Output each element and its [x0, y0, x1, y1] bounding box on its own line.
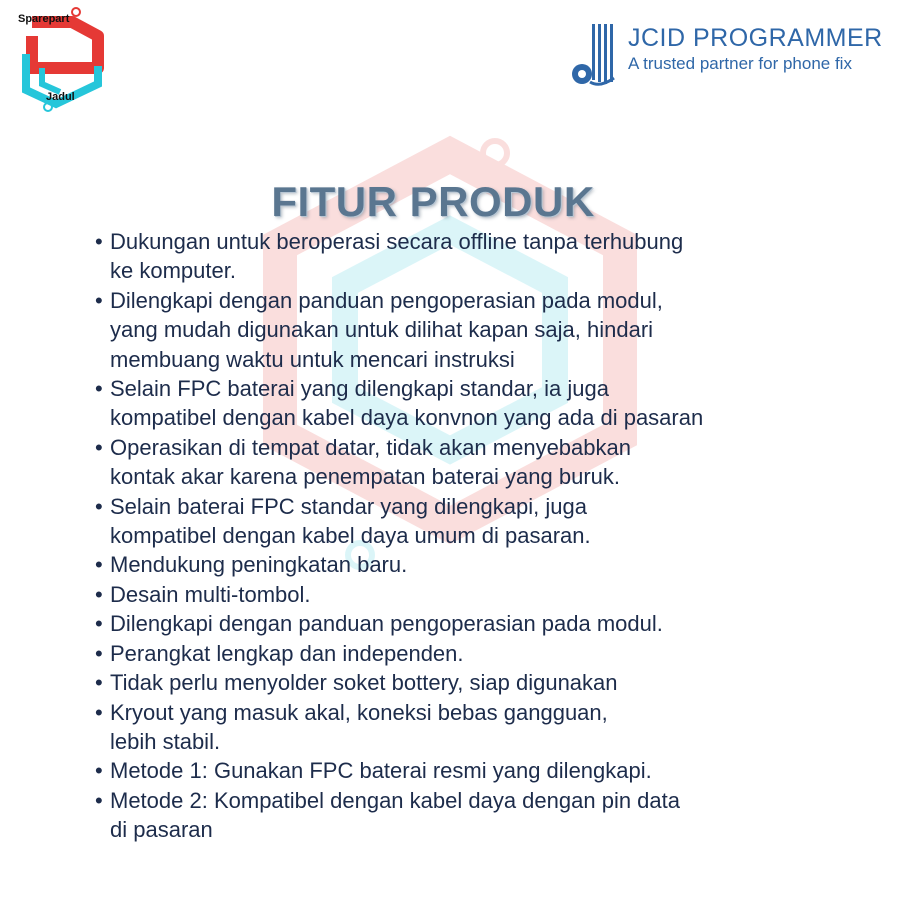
feature-line: • Selain baterai FPC standar yang dilengkapi, juga	[110, 493, 587, 519]
feature-line: • Kryout yang masuk akal, koneksi bebas gangguan,	[110, 699, 608, 725]
feature-line: • Metode 2: Kompatibel dengan kabel daya dengan pin data	[110, 787, 680, 813]
feature-line: • Operasikan di tempat datar, tidak akan menyebabkan	[110, 434, 631, 460]
feature-item	[95, 227, 885, 286]
feature-item	[95, 550, 885, 579]
feature-line: di pasaran	[110, 817, 213, 843]
feature-line: • Dilengkapi dengan panduan pengoperasian pada modul,	[110, 287, 663, 313]
logo-text-top: Sparepart	[18, 13, 70, 25]
feature-item	[95, 580, 885, 609]
page-title: FITUR PRODUK	[271, 178, 595, 225]
sparepart-jadul-logo	[12, 6, 112, 112]
jcid-logo-icon	[570, 22, 620, 88]
feature-line: • Tidak perlu menyolder soket bottery, siap digunakan	[110, 670, 618, 696]
feature-item	[95, 668, 885, 697]
feature-item	[95, 492, 885, 551]
feature-item	[95, 639, 885, 668]
feature-line: • Perangkat lengkap dan independen.	[110, 640, 464, 666]
feature-line: • Metode 1: Gunakan FPC baterai resmi yang dilengkapi.	[110, 758, 652, 784]
feature-line: • Dukungan untuk beroperasi secara offline tanpa terhubung	[110, 229, 684, 254]
feature-item	[95, 374, 885, 433]
feature-line: kompatibel dengan kabel daya umum di pasaran.	[110, 523, 591, 549]
feature-item	[95, 609, 885, 638]
feature-line: • Desain multi-tombol.	[110, 581, 311, 607]
feature-line: lebih stabil.	[110, 728, 221, 754]
feature-list	[95, 227, 885, 845]
feature-line: kontak akar karena penempatan baterai yang buruk.	[110, 464, 620, 490]
brand-name: JCID PROGRAMMER	[628, 24, 883, 52]
jcid-brand	[570, 20, 890, 90]
brand-tagline: A trusted partner for phone fix	[628, 54, 852, 73]
feature-item	[95, 756, 885, 785]
feature-line: • Mendukung peningkatan baru.	[110, 552, 408, 578]
feature-line: • Dilengkapi dengan panduan pengoperasian pada modul.	[110, 611, 663, 637]
feature-line: yang mudah digunakan untuk dilihat kapan saja, hindari	[110, 317, 654, 343]
feature-line: kompatibel dengan kabel daya konvnon yang ada di pasaran	[110, 405, 704, 431]
feature-line: membuang waktu untuk mencari instruksi	[110, 346, 515, 372]
logo-text-bottom: Jadul	[46, 91, 75, 103]
feature-item	[95, 286, 885, 374]
feature-line: ke komputer.	[110, 258, 236, 284]
feature-item	[95, 698, 885, 757]
feature-item	[95, 433, 885, 492]
feature-line: • Selain FPC baterai yang dilengkapi standar, ia juga	[110, 376, 609, 402]
feature-item	[95, 786, 885, 845]
